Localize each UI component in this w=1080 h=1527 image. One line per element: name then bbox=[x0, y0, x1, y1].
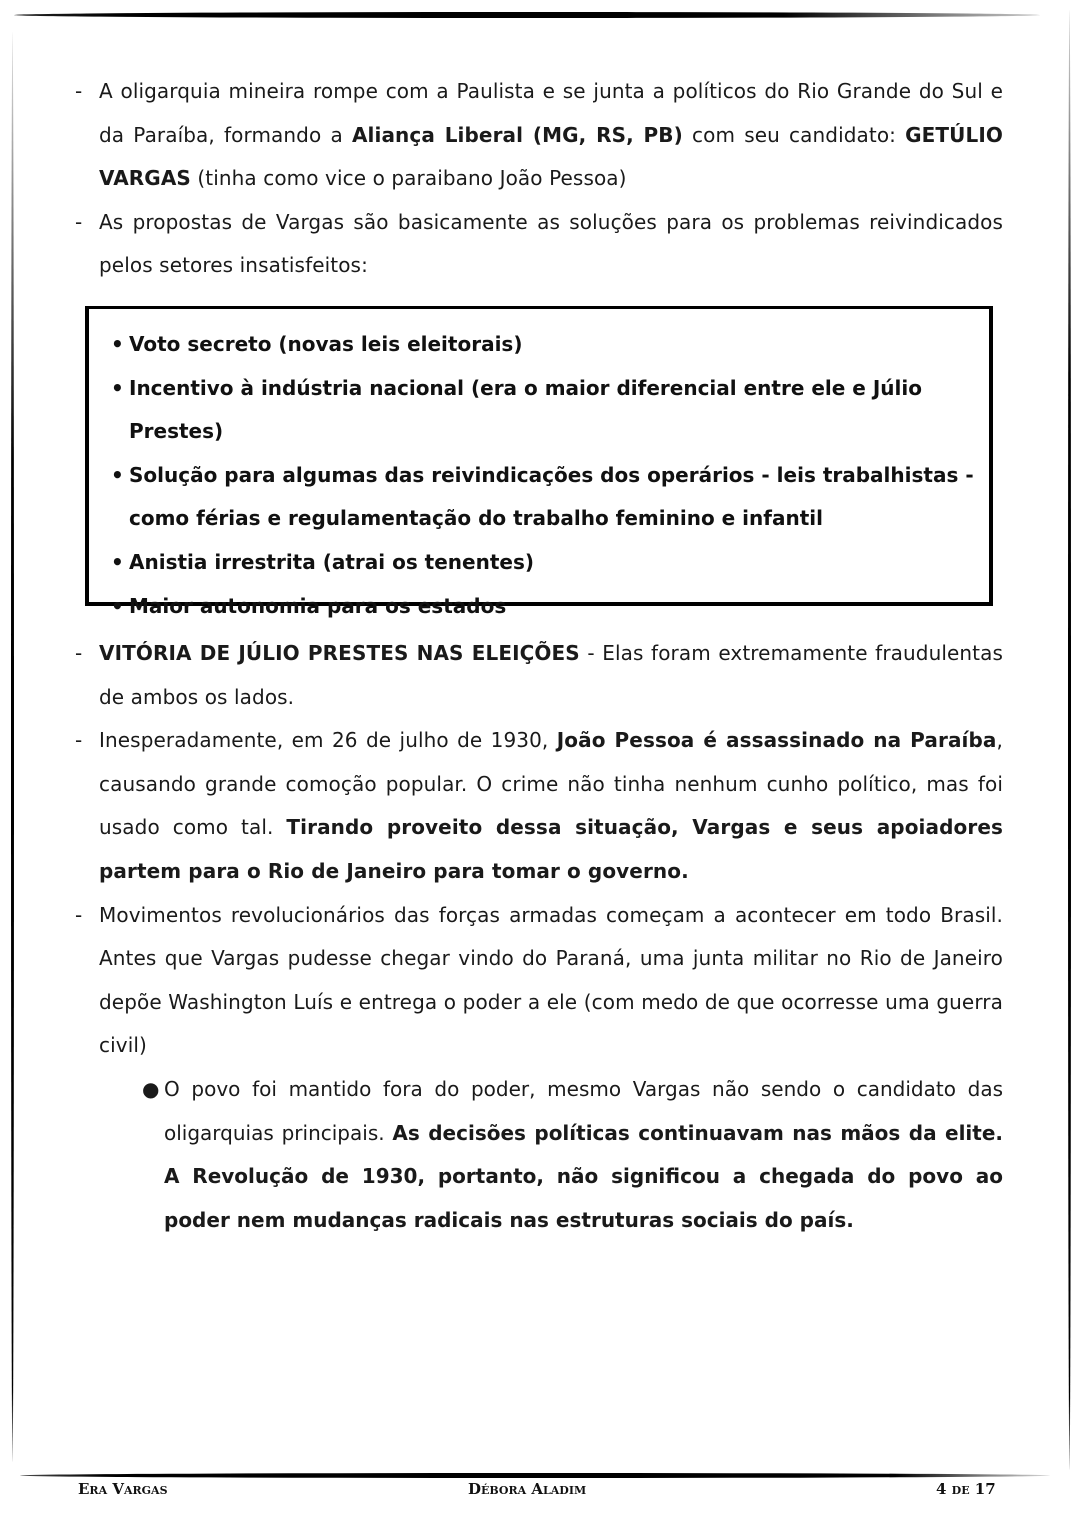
footer-page-number: 4 de 17 bbox=[936, 1480, 996, 1498]
list-item bbox=[75, 894, 1003, 1068]
page-footer bbox=[0, 1480, 1080, 1504]
proposal-item bbox=[109, 454, 989, 541]
text-segment: O povo foi mantido fora do poder, mesmo Vargas não sendo o candidato das oligarquias principais. bbox=[164, 1076, 1003, 1145]
proposals-list bbox=[89, 309, 989, 628]
proposal-text: Voto secreto (novas leis eleitorais) bbox=[129, 331, 523, 356]
bold-text: Tirando proveito dessa situação, Vargas e seus apoiadores partem para o Rio de Janeiro para tomar o governo. bbox=[99, 815, 1003, 883]
bullet-icon: • bbox=[111, 593, 124, 618]
text-segment: com seu candidato: bbox=[682, 122, 906, 147]
sub-bullet-text bbox=[164, 1077, 1003, 1232]
bottom-brush-border bbox=[20, 1473, 1050, 1478]
proposal-item bbox=[109, 323, 989, 367]
bullet-icon: • bbox=[111, 375, 124, 400]
dash-marker-icon: - bbox=[75, 209, 83, 234]
text-segment: , causando grande comoção popular. O crime não tinha nenhum cunho político, mas foi usado como tal. bbox=[99, 728, 1003, 840]
bold-text: Aliança Liberal (MG, RS, PB) bbox=[351, 122, 683, 147]
list-item bbox=[75, 632, 1003, 719]
bullet-icon: ● bbox=[142, 1076, 160, 1101]
text-segment: As propostas de Vargas são basicamente as soluções para os problemas reivindicados pelos setores insatisfeitos: bbox=[99, 209, 1003, 278]
bold-text: VITÓRIA DE JÚLIO PRESTES NAS ELEIÇÕES bbox=[99, 640, 580, 665]
proposal-text: Incentivo à indústria nacional (era o maior diferencial entre ele e Júlio Prestes) bbox=[129, 375, 922, 444]
proposal-item bbox=[109, 367, 989, 454]
proposal-item bbox=[109, 585, 989, 629]
list-item bbox=[75, 201, 1003, 288]
proposal-item bbox=[109, 541, 989, 585]
footer-author: Débora Aladim bbox=[468, 1480, 587, 1498]
proposal-text: Maior autonomia para os estados bbox=[129, 593, 507, 618]
bullet-icon: • bbox=[111, 462, 124, 487]
bullet-icon: • bbox=[111, 549, 124, 574]
list-item bbox=[75, 719, 1003, 893]
text-segment: Inesperadamente, em 26 de julho de 1930, bbox=[99, 728, 557, 753]
right-brush-border bbox=[1068, 10, 1071, 1470]
list-item bbox=[75, 70, 1003, 201]
dash-list-bottom bbox=[75, 632, 1003, 1068]
top-brush-border bbox=[14, 12, 1040, 18]
text-segment: (tinha como vice o paraibano João Pessoa) bbox=[190, 166, 627, 191]
dash-marker-icon: - bbox=[75, 640, 83, 665]
dash-marker-icon: - bbox=[75, 902, 83, 927]
page-content bbox=[75, 70, 1003, 1242]
proposals-box bbox=[85, 306, 993, 618]
dash-marker-icon: - bbox=[75, 79, 83, 103]
text-segment: A oligarquia mineira rompe com a Paulista e se junta a políticos do Rio Grande do Sul e da Paraíba, formando a bbox=[99, 79, 1003, 147]
text-segment: - Elas foram extremamente fraudulentas de ambos os lados. bbox=[99, 640, 1004, 709]
sub-bullet-paragraph bbox=[75, 1068, 1003, 1242]
left-brush-border bbox=[11, 32, 14, 1462]
proposal-text: Solução para algumas das reivindicações dos operários - leis trabalhistas - como férias e regulamentação do trabalho feminino e infantil bbox=[129, 462, 974, 531]
bold-text: As decisões políticas continuavam nas mãos da elite. A Revolução de 1930, portanto, não significou a chegada do povo ao poder nem mudanças radicais nas estruturas sociais do país. bbox=[164, 1120, 1003, 1232]
dash-list-top bbox=[75, 70, 1003, 288]
bullet-icon: • bbox=[111, 331, 124, 356]
bold-text: João Pessoa é assassinado na Paraíba bbox=[556, 728, 997, 753]
bold-text: GETÚLIO VARGAS bbox=[99, 122, 1003, 191]
proposal-text: Anistia irrestrita (atrai os tenentes) bbox=[129, 549, 535, 574]
text-segment: Movimentos revolucionários das forças armadas começam a acontecer em todo Brasil. Antes que Vargas pudesse chegar vindo do Paraná, uma junta militar no Rio de Janeiro depõe Washington Luís e entrega o poder a ele (com medo de que ocorresse uma guerra civil) bbox=[99, 902, 1003, 1058]
footer-title: Era Vargas bbox=[78, 1480, 168, 1498]
dash-marker-icon: - bbox=[75, 728, 83, 753]
